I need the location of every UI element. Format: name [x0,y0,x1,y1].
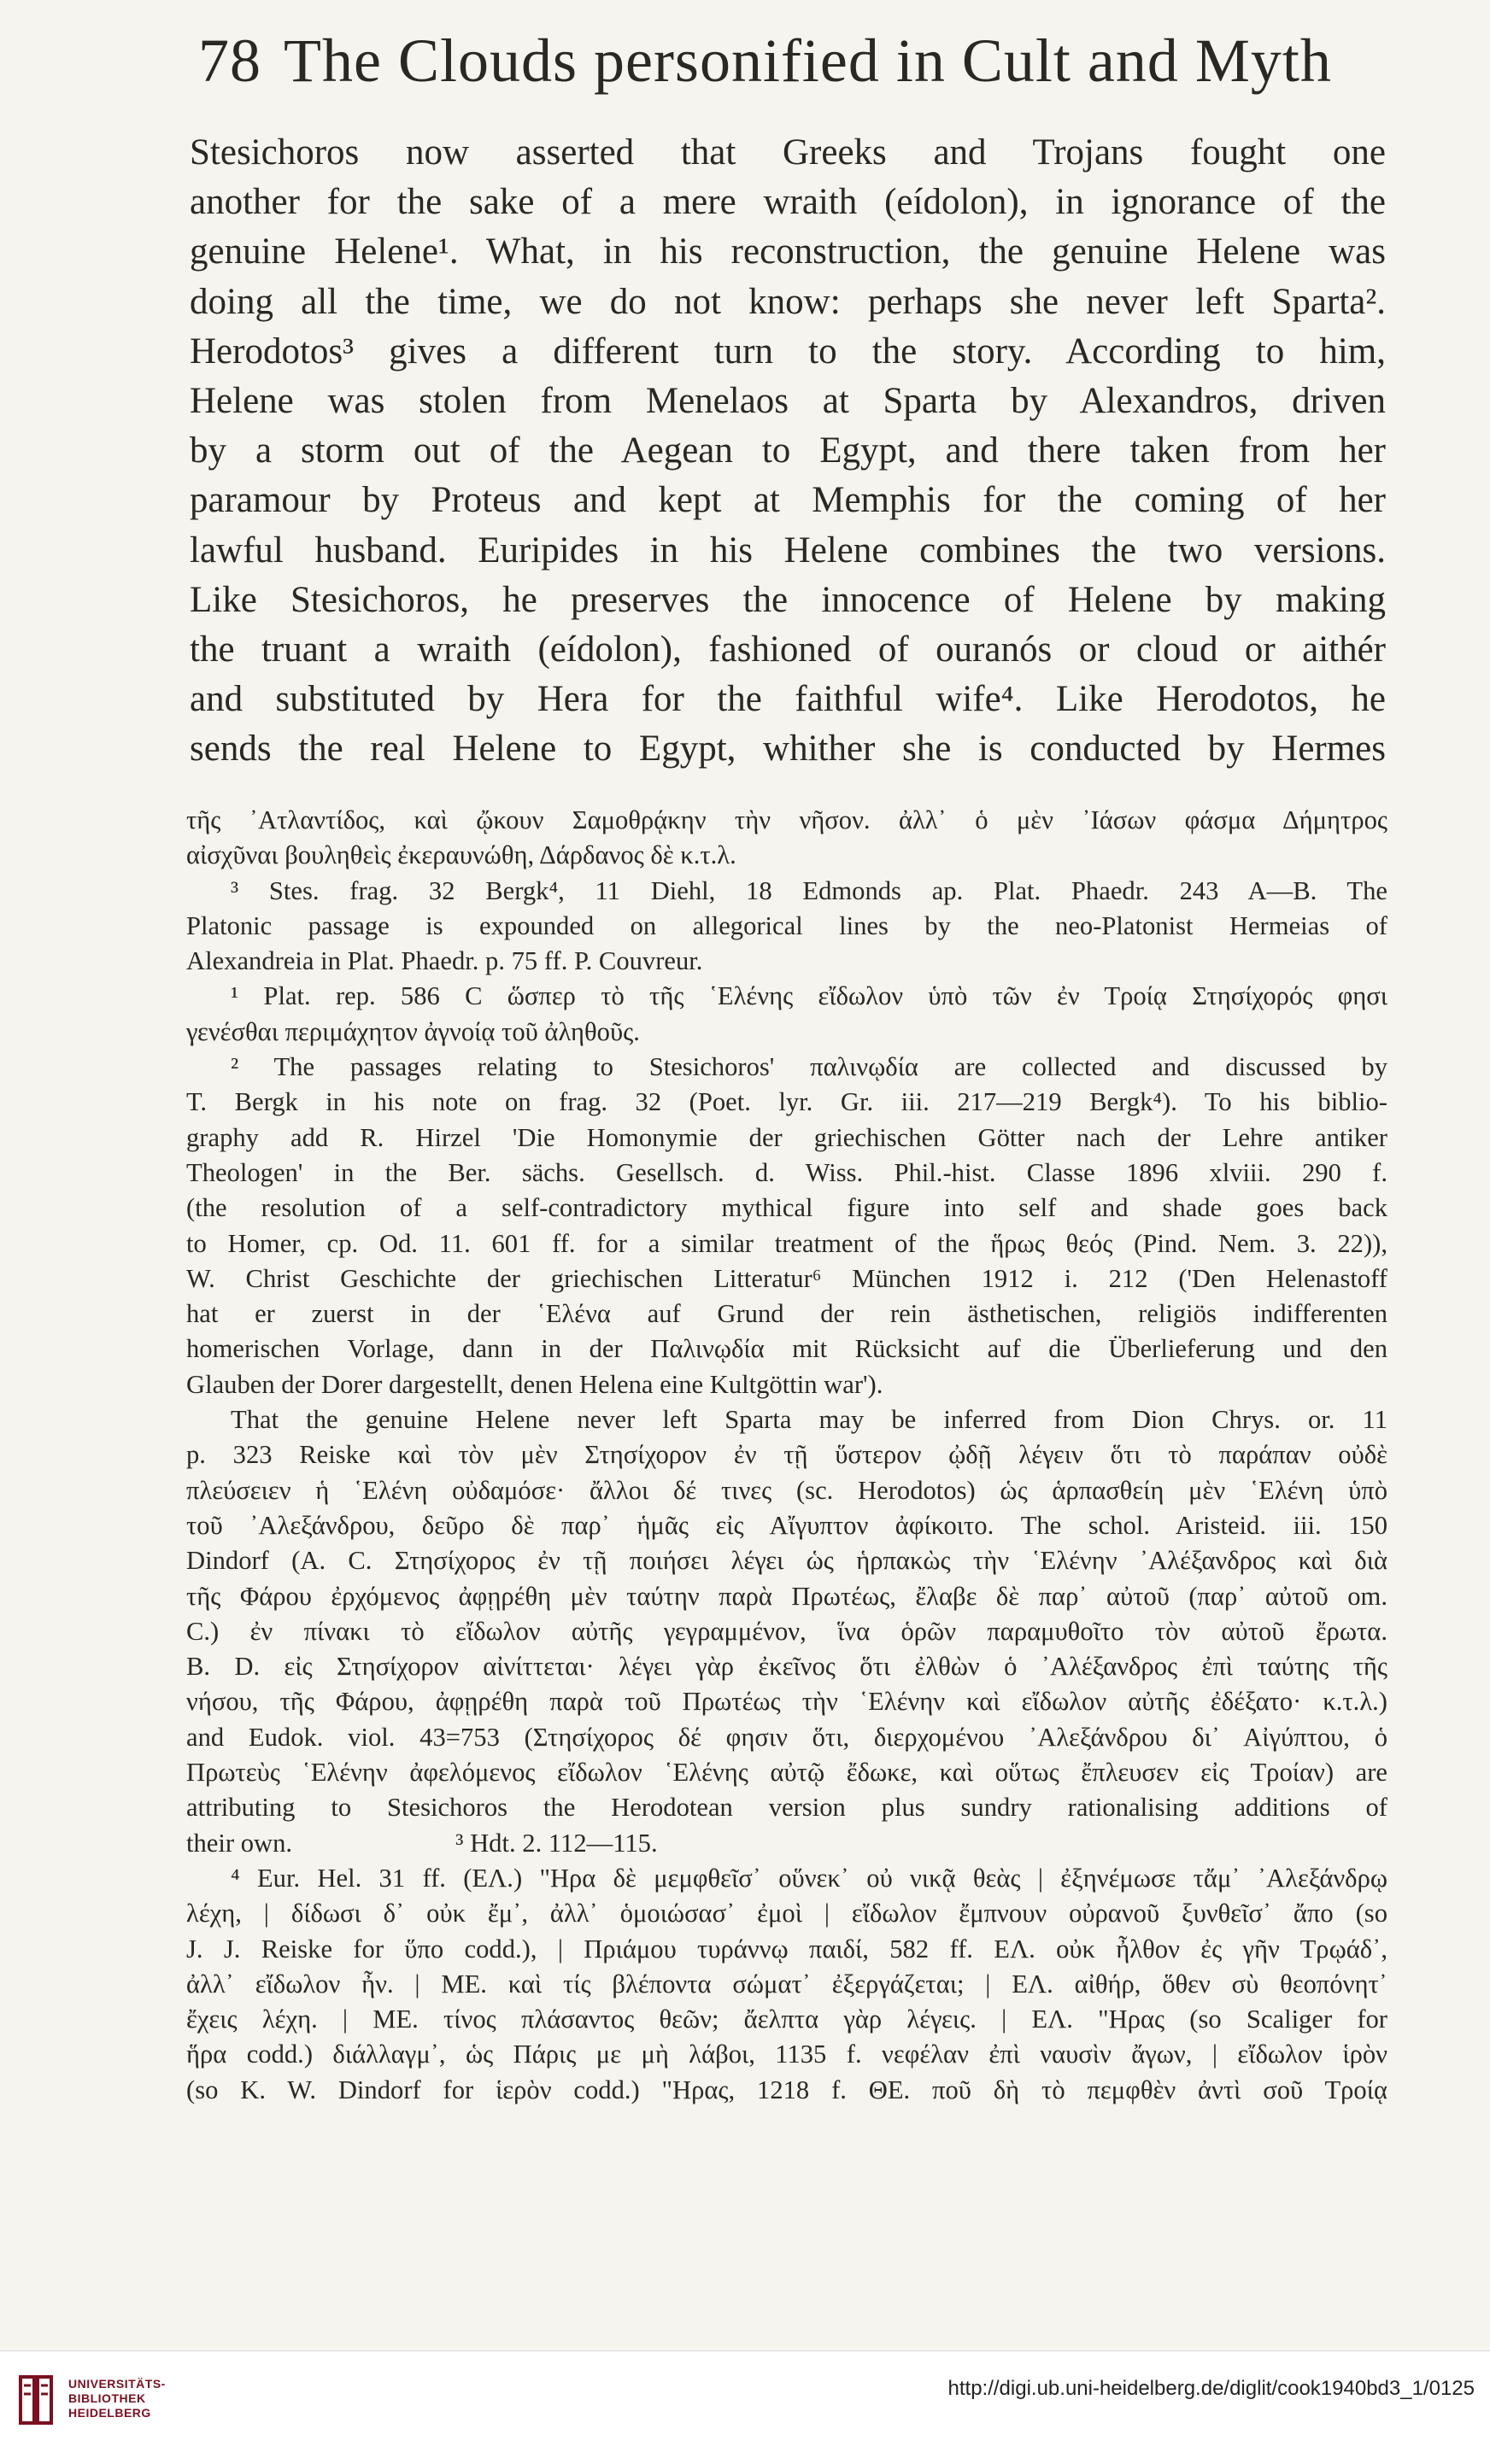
text-line: Helene was stolen from Menelaos at Sparta by Alexandros, driven [190,381,1386,422]
footnote-line: (the resolution of a self-contradictory mythical figure into self and shade goes back [186,1193,1387,1223]
text-line: the truant a wraith (eídolon), fashioned of ouranós or cloud or aithér [190,629,1386,670]
footnote-line: Theologen' in the Ber. sächs. Gesellsch. d. Wiss. Phil.-hist. Classe 1896 xlviii. 290 f. [186,1157,1387,1187]
text-line: genuine Helene¹. What, in his reconstruction, the genuine Helene was [190,231,1386,272]
page-number: 78 [198,26,261,95]
library-logo-icon [17,2373,55,2426]
footnote-line: πλεύσειεν ἡ ῾Ελένη οὐδαμόσε· ἄλλοι δέ τινες (sc. Herodotos) ὡς ἁρπασθείη μὲν ῾Ελένη ὑπὸ [186,1475,1387,1505]
footnote-line: ³ Stes. frag. 32 Bergk⁴, 11 Diehl, 18 Edmonds ap. Plat. Phaedr. 243 A—B. The [231,875,1387,905]
footnote-line: and Eudok. viol. 43=753 (Στησίχορος δέ φησιν ὅτι, διερχομένου ᾿Αλεξάνδρου δι᾿ Αἰγύπτου, ὁ [186,1722,1387,1752]
main-text [190,128,1386,775]
footnotes [186,803,1387,2108]
footnote-line: τοῦ ᾿Αλεξάνδρου, δεῦρο δὲ παρ᾿ ἡμᾶς εἰς Αἴγυπτον ἀφίκοιτο. The schol. Aristeid. iii. 150 [186,1510,1387,1540]
footnote-line: ἀλλ᾿ εἴδωλον ἦν. | ΜΕ. καὶ τίς βλέποντα σώματ᾿ ἐξεργάζεται; | ΕΛ. αἰθήρ, ὅθεν σὺ θεοπόνητ᾿ [186,1969,1387,1999]
footnote-line: Alexandreia in Plat. Phaedr. p. 75 ff. P. Couvreur. [186,946,703,976]
running-header [198,26,1386,97]
footnote-line: That the genuine Helene never left Sparta may be inferred from Dion Chrys. or. 11 [231,1405,1387,1435]
footnote-line: J. J. Reiske for ὕπο codd.), | Πριάμου τυράννῳ παιδί, 582 ff. ΕΛ. οὐκ ἦλθον ἐς γῆν Τρῳάδ᾿, [186,1934,1387,1964]
footnote-line: attributing to Stesichoros the Herodotean version plus sundry rationalising additions of [186,1793,1387,1823]
footnote-line: ⁴ Eur. Hel. 31 ff. (ΕΛ.) "Ηρα δὲ μεμφθεῖσ᾿ οὕνεκ᾿ οὐ νικᾷ θεὰς | ἐξηνέμωσε τἄμ᾿ ᾿Αλεξάνδρῳ [231,1863,1387,1893]
text-line: Like Stesichoros, he preserves the innocence of Helene by making [190,579,1386,620]
footnote-line: νήσου, τῆς Φάρου, ἀφῃρέθη παρὰ τοῦ Πρωτέως τὴν ῾Ελένην καὶ εἴδωλον αὐτῆς ἐδέξατο· κ.τ.λ.) [186,1687,1387,1717]
footnote-line: αἰσχῦναι βουληθεὶς ἐκεραυνώθη, Δάρδανος δὲ κ.τ.λ. [186,840,736,870]
footnote-line: λέχη, | δίδωσι δ᾿ οὐκ ἔμ᾿, ἀλλ᾿ ὁμοιώσασ᾿ ἐμοὶ | εἴδωλον ἔμπνουν οὐρανοῦ ξυνθεῖσ᾿ ἄπο (so [186,1899,1387,1928]
footnote-line: p. 323 Reiske καὶ τὸν μὲν Στησίχορον ἐν τῇ ὕστερον ᾠδῇ λέγειν ὅτι τὸ παράπαν οὐδὲ [186,1440,1387,1470]
source-url-link[interactable]: http://digi.ub.uni-heidelberg.de/diglit/cook1940bd3_1/0125 [947,2377,1475,2400]
text-line: by a storm out of the Aegean to Egypt, and there taken from her [190,430,1386,471]
logo-line: BIBLIOTHEK [68,2391,146,2405]
footnote-line: T. Bergk in his note on frag. 32 (Poet. lyr. Gr. iii. 217—219 Bergk⁴). To his biblio- [186,1087,1387,1117]
footnote-line: homerischen Vorlage, dann in der Παλινῳδία mit Rücksicht auf die Überlieferung und den [186,1334,1387,1364]
footnote-line: τῆς Φάρου ἐρχόμενος ἀφῃρέθη μὲν ταύτην παρὰ Πρωτέως, ἔλαβε δὲ παρ᾿ αὐτοῦ (παρ᾿ αὐτοῦ om. [186,1581,1387,1611]
logo-line: UNIVERSITÄTS- [68,2377,166,2391]
footnote-line: (so K. W. Dindorf for ἱερὸν codd.) "Ηρας, 1218 f. ΘΕ. ποῦ δὴ τὸ πεμφθὲν ἀντὶ σοῦ Τροίᾳ [186,2075,1387,2104]
footnote-line: Glauben der Dorer dargestellt, denen Helena eine Kultgöttin war'). [186,1369,883,1399]
text-line: paramour by Proteus and kept at Memphis for the coming of her [190,480,1386,521]
text-line: doing all the time, we do not know: perhaps she never left Sparta². [190,281,1386,322]
footnote-line: ¹ Plat. rep. 586 C ὥσπερ τὸ τῆς ῾Ελένης εἴδωλον ὑπὸ τῶν ἐν Τροίᾳ Στησίχορός φησι [231,981,1387,1011]
footnote-line: ² The passages relating to Stesichoros' παλινῳδία are collected and discussed by [231,1052,1387,1082]
footnote-line: their own. ³ Hdt. 2. 112—115. [186,1828,658,1858]
text-line: Stesichoros now asserted that Greeks and Trojans fought one [190,132,1386,173]
text-line: and substituted by Hera for the faithful wife⁴. Like Herodotos, he [190,679,1386,720]
footnote-line: Platonic passage is expounded on allegorical lines by the neo-Platonist Hermeias of [186,910,1387,940]
logo-line: HEIDELBERG [68,2406,151,2420]
library-logo-text [68,2377,166,2420]
text-line: Herodotos³ gives a different turn to the story. According to him, [190,331,1386,372]
text-line: lawful husband. Euripides in his Helene combines the two versions. [190,530,1386,571]
footnote-line: Πρωτεὺς ῾Ελένην ἀφελόμενος εἴδωλον ῾Ελένης αὐτῷ ἔδωκε, καὶ οὕτως ἔπλευσεν εἰς Τροίαν) are [186,1758,1387,1788]
footnote-line: Dindorf (A. C. Στησίχορος ἐν τῇ ποιήσει λέγει ὡς ἡρπακὼς τὴν ῾Ελένην ᾿Αλέξανδρος καὶ διὰ [186,1546,1387,1576]
library-footer [0,2350,1490,2464]
footnote-line: ἔχεις λέχη. | ΜΕ. τίνος πλάσαντος θεῶν; ἄελπτα γὰρ λέγεις. | ΕΛ. "Ηρας (so Scaliger for [186,2005,1387,2034]
footnote-line: graphy add R. Hirzel 'Die Homonymie der griechischen Götter nach der Lehre antiker [186,1122,1387,1152]
footnote-line: hat er zuerst in der ῾Ελένα auf Grund der rein ästhetischen, religiös indifferenten [186,1299,1387,1329]
text-line: another for the sake of a mere wraith (eídolon), in ignorance of the [190,182,1386,223]
footnote-line: to Homer, cp. Od. 11. 601 ff. for a similar treatment of the ἥρως θεός (Pind. Nem. 3. 22)), [186,1228,1387,1258]
running-title: The Clouds personified in Cult and Myth [284,26,1332,95]
text-line: sends the real Helene to Egypt, whither she is conducted by Hermes [190,729,1386,770]
footnote-line: B. D. εἰς Στησίχορον αἰνίττεται· λέγει γὰρ ἐκεῖνος ὅτι ἐλθὼν ὁ ᾿Αλέξανδρος ἐπὶ ταύτης τῆς [186,1652,1387,1682]
footnote-line: C.) ἐν πίνακι τὸ εἴδωλον αὐτῆς γεγραμμένον, ἵνα ὁρῶν παραμυθοῖτο τὸν αὐτοῦ ἔρωτα. [186,1616,1387,1646]
footnote-line: γενέσθαι περιμάχητον ἀγνοίᾳ τοῦ ἀληθοῦς. [186,1016,640,1046]
footnote-line: τῆς ᾿Ατλαντίδος, καὶ ᾤκουν Σαμοθρᾴκην τὴν νῆσον. ἀλλ᾿ ὁ μὲν ᾿Ιάσων φάσμα Δήμητρος [186,805,1387,834]
footnote-line: ἥρα codd.) διάλλαγμ᾿, ὡς Πάρις με μὴ λάβοι, 1135 f. νεφέλαν ἐπὶ ναυσὶν ἄγων, | εἴδωλον ἱρὸν [186,2040,1387,2069]
footnote-line: W. Christ Geschichte der griechischen Litteratur⁶ München 1912 i. 212 ('Den Helenastoff [186,1263,1387,1293]
